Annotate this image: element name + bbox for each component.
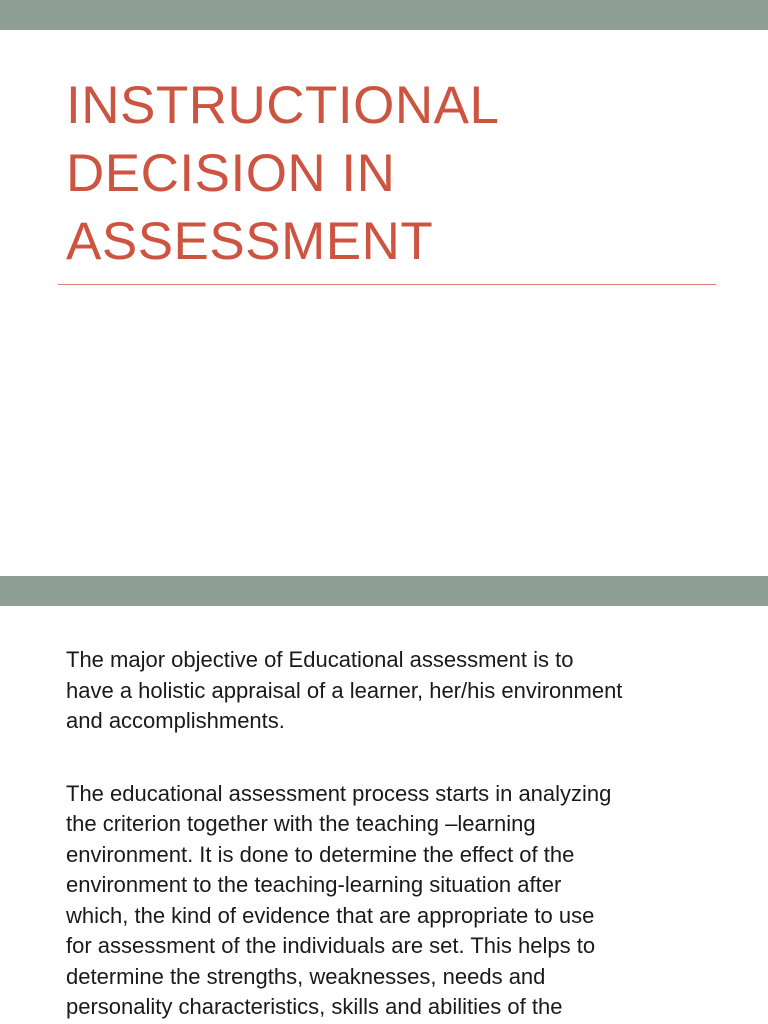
text-line: environment. It is done to determine the effect of the [66,841,575,867]
title-line: ASSESSMENT [66,212,434,271]
paragraph [66,645,746,737]
slide-title [66,72,499,276]
text-line: personality characteristics, skills and abilities of the [66,994,563,1019]
title-line: INSTRUCTIONAL [66,76,500,135]
slide-2-top-band [0,576,768,606]
text-line: The major objective of Educational assessment is to [66,647,574,672]
text-line: have a holistic appraisal of a learner, her/his environment [66,677,623,703]
text-line: for assessment of the individuals are set. This helps to [66,933,596,958]
slide-1-top-band [0,0,768,30]
title-divider [58,284,716,285]
text-line: which, the kind of evidence that are appropriate to use [66,902,595,928]
text-line: and accomplishments. [66,708,285,733]
text-line: the criterion together with the teaching –learning [66,811,536,836]
slide-body-text [66,645,746,1024]
text-line: determine the strengths, weaknesses, needs and [66,963,546,989]
paragraph [66,779,746,1023]
text-line: The educational assessment process starts in analyzing [66,780,612,806]
title-line: DECISION IN [66,144,396,203]
text-line: environment to the teaching-learning situation after [66,872,562,897]
